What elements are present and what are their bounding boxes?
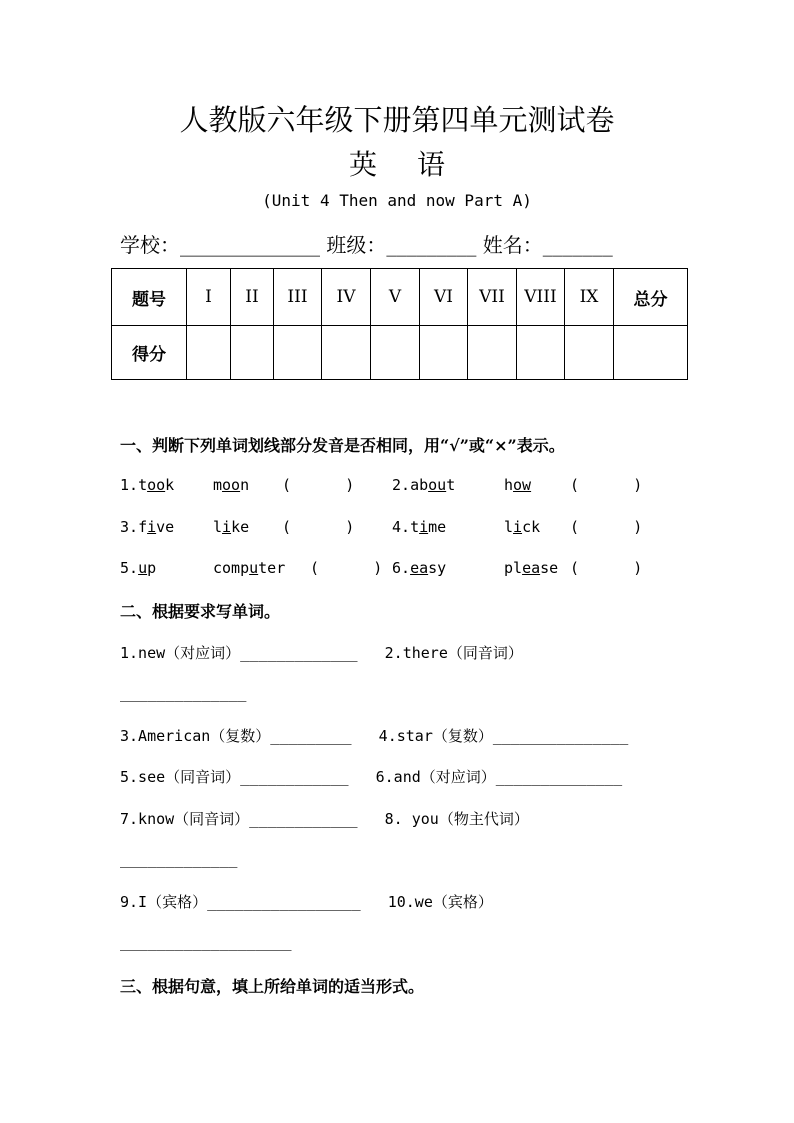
name-label: 姓名： [482, 233, 543, 257]
score-cell[interactable] [468, 326, 517, 380]
s1-item-5-word2: computer [213, 559, 286, 577]
s1-item-5: 5.up [120, 559, 157, 577]
score-cell[interactable] [420, 326, 468, 380]
column-iii: III [274, 269, 322, 326]
section3-heading: 三、根据句意，填上所给单词的适当形式。 [120, 977, 425, 996]
s2-line-4: 5.see（同音词）____________ 6.and（对应词）______________ [120, 768, 623, 786]
school-label: 学校： [120, 233, 180, 257]
school-blank[interactable]: ______________ [180, 233, 320, 257]
student-info-line [120, 229, 613, 258]
score-label: 得分 [112, 326, 187, 380]
class-blank[interactable]: _________ [386, 233, 477, 257]
s1-item-3-word2: like [213, 518, 250, 536]
s2-line-6: _____________ [120, 850, 238, 868]
class-label: 班级： [326, 233, 387, 257]
s2-line-1: 1.new（对应词）_____________ 2.there（同音词） [120, 644, 523, 662]
column-iv: IV [322, 269, 371, 326]
s1-item-4: 4.time [392, 518, 447, 536]
s1-item-3: 3.five [120, 518, 175, 536]
column-i: I [187, 269, 231, 326]
score-cell[interactable] [274, 326, 322, 380]
name-blank[interactable]: _______ [542, 233, 613, 257]
score-table-header-row [112, 269, 688, 326]
score-table [111, 268, 688, 380]
s1-item-2-word2: how [504, 476, 532, 494]
s1-item-1-word2: moon [213, 476, 250, 494]
s1-item-2-answer[interactable]: ( ) [570, 476, 643, 494]
s2-line-7: 9.I（宾格）_________________ 10.we（宾格） [120, 893, 493, 911]
page-title: 人教版六年级下册第四单元测试卷 [179, 103, 615, 137]
score-table-score-row [112, 326, 688, 380]
s1-item-1: 1.took [120, 476, 175, 494]
s1-item-3-answer[interactable]: ( ) [282, 518, 355, 536]
s1-item-6-answer[interactable]: ( ) [570, 559, 643, 577]
score-cell[interactable] [371, 326, 420, 380]
s2-line-2: ______________ [120, 684, 247, 702]
column-vi: VI [420, 269, 468, 326]
column-v: V [371, 269, 420, 326]
section1-heading: 一、判断下列单词划线部分发音是否相同，用“√”或“×”表示。 [120, 436, 565, 455]
column-viii: VIII [517, 269, 565, 326]
s1-item-6: 6.easy [392, 559, 447, 577]
s1-item-5-answer[interactable]: ( ) [310, 559, 383, 577]
section2-heading: 二、根据要求写单词。 [120, 602, 281, 621]
score-cell[interactable] [322, 326, 371, 380]
subject-right: 语 [417, 148, 446, 181]
subject-left: 英 [348, 148, 377, 181]
score-cell[interactable] [231, 326, 274, 380]
s2-line-5: 7.know（同音词）____________ 8. you（物主代词） [120, 810, 529, 828]
s1-item-4-answer[interactable]: ( ) [570, 518, 643, 536]
s1-item-2: 2.about [392, 476, 456, 494]
subject-title [0, 143, 794, 183]
question-number-label: 题号 [112, 269, 187, 326]
total-score-cell[interactable] [614, 326, 688, 380]
s1-item-4-word2: lick [504, 518, 541, 536]
score-cell[interactable] [565, 326, 614, 380]
s2-line-8: ___________________ [120, 933, 292, 951]
total-label: 总分 [614, 269, 688, 326]
column-vii: VII [468, 269, 517, 326]
s2-line-3: 3.American（复数）_________ 4.star（复数）_______________ [120, 727, 629, 745]
column-ii: II [231, 269, 274, 326]
score-cell[interactable] [517, 326, 565, 380]
column-ix: IX [565, 269, 614, 326]
unit-subtitle: (Unit 4 Then and now Part A) [262, 191, 532, 210]
s1-item-1-answer[interactable]: ( ) [282, 476, 355, 494]
score-cell[interactable] [187, 326, 231, 380]
s1-item-6-word2: please [504, 559, 559, 577]
